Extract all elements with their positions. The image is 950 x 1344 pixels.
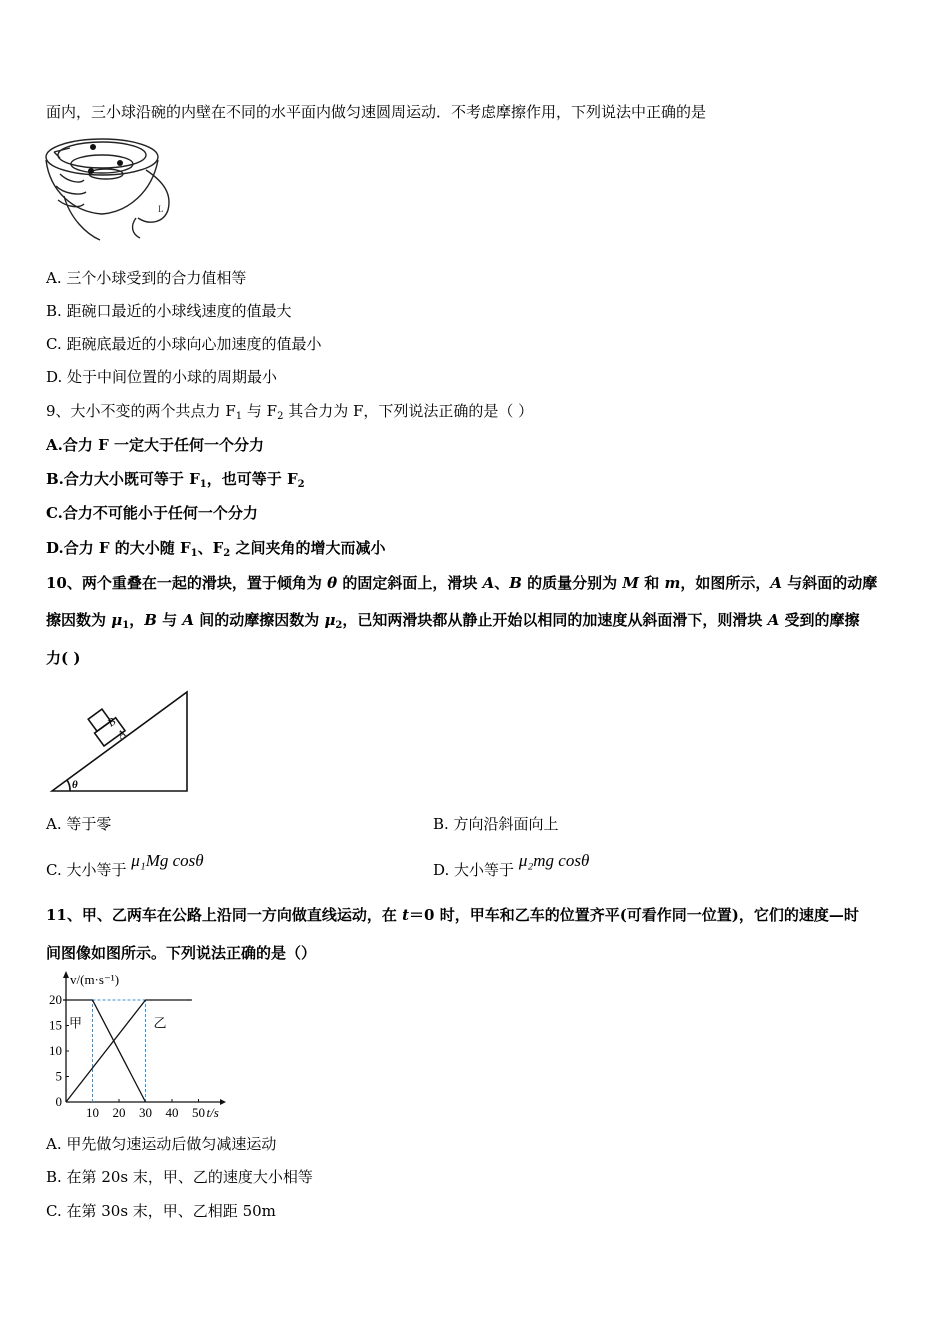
q9-option-b-sub-1: 1 (199, 479, 207, 490)
q10-text: 的质量分别为 (521, 574, 623, 592)
q8-stem: 面内，三小球沿碗的内壁在不同的水平面内做匀速圆周运动．不考虑摩擦作用，下列说法中正确的是 (46, 103, 707, 121)
q10-text: ， (129, 611, 145, 629)
svg-text:L: L (158, 204, 164, 214)
q8-option-d: D. 处于中间位置的小球的周期最小 (46, 368, 278, 386)
q10-text: 、 (494, 574, 510, 592)
y-axis-arrow (63, 971, 69, 978)
q11-text: 11、甲、乙两车在公路上沿同一方向做直线运动，在 (46, 906, 403, 924)
block-a-label: A (182, 611, 194, 629)
q9-option-d-part-c: 之间夹角的增大而减小 (230, 539, 386, 557)
q10-text: 和 (638, 574, 665, 592)
q10-text: 与斜面的动摩 (781, 574, 878, 592)
q8-option-c: C. 距碗底最近的小球向心加速度的值最小 (46, 335, 322, 353)
q9-option-d-part-a: D.合力 F 的大小随 F (46, 539, 191, 557)
q11-option-a: A. 甲先做匀速运动后做匀减速运动 (46, 1135, 277, 1153)
y-tick-label: 5 (55, 1068, 62, 1084)
q9-stem-part-b: 与 F (242, 402, 278, 420)
q10-text: 擦因数为 (46, 611, 112, 629)
fig-label-b: B (105, 715, 119, 730)
q11-option-b: B. 在第 20s 末，甲、乙的速度大小相等 (46, 1168, 313, 1186)
q10-text: 受到的摩擦 (779, 611, 860, 629)
q10-line-2 (46, 610, 860, 636)
mass-m-lower: m (664, 574, 681, 592)
q10-option-c-formula: μ₁Mg cosθ (131, 851, 204, 870)
q9-option-d-part-b: 、F (197, 539, 224, 557)
y-tick-label: 0 (55, 1094, 62, 1109)
q11-text: ＝0 时，甲车和乙车的位置齐平(可看作同一位置)，它们的速度—时 (409, 906, 859, 924)
q11-line-2: 间图像如图所示。下列说法正确的是（） (46, 944, 317, 962)
mu-symbol: μ (324, 611, 336, 629)
q9-stem (46, 401, 533, 427)
x-tick-label: 50 (192, 1105, 205, 1120)
q10-option-d-formula: μ₂mg cosθ (518, 851, 590, 870)
mu-sub-1: 1 (122, 620, 130, 631)
q9-stem-part-a: 9、大小不变的两个共点力 F (46, 402, 236, 420)
x-axis-label: t/s (206, 1105, 219, 1120)
q9-sub-1: 1 (235, 411, 243, 422)
q9-option-b-part-b: ，也可等于 F (206, 470, 298, 488)
q10-text: 与 (156, 611, 183, 629)
mu-sub-2: 2 (335, 620, 343, 631)
q9-option-b-sub-2: 2 (297, 479, 305, 490)
q10-line-3: 力( ) (46, 649, 81, 667)
q10-option-c-label: C. 大小等于 (46, 861, 127, 879)
x-tick-label: 10 (86, 1105, 99, 1120)
q10-text: 间的动摩擦因数为 (193, 611, 325, 629)
q10-option-a: A. 等于零 (46, 815, 112, 833)
theta-symbol: θ (327, 574, 338, 592)
block-b-label: B (144, 611, 157, 629)
x-axis-arrow (220, 1099, 226, 1105)
q9-stem-part-c: 其合力为 F，下列说法正确的是（ ） (283, 402, 534, 420)
q10-option-d-label: D. 大小等于 (433, 861, 515, 879)
x-tick-label: 20 (112, 1105, 126, 1120)
y-tick-label: 10 (49, 1043, 62, 1058)
q10-option-b: B. 方向沿斜面向上 (433, 815, 559, 833)
q8-option-b: B. 距碗口最近的小球线速度的值最大 (46, 302, 292, 320)
series-label-yi: 乙 (153, 1015, 167, 1031)
q10-text: 10、两个重叠在一起的滑块，置于倾角为 (46, 574, 328, 592)
block-a-label: A (767, 611, 780, 629)
mass-m-upper: M (622, 574, 639, 592)
series-line-yi (66, 1000, 185, 1102)
series-label-jia: 甲 (69, 1015, 83, 1031)
q8-option-a: A. 三个小球受到的合力值相等 (46, 269, 247, 287)
x-tick-label: 40 (165, 1105, 179, 1120)
q10-line-1 (46, 573, 877, 593)
q9-sub-2: 2 (277, 411, 284, 422)
q9-option-d-sub-2: 2 (223, 548, 231, 559)
q10-text: ，如图所示， (680, 574, 771, 592)
y-axis-label: v/(m·s⁻¹) (70, 972, 120, 987)
block-a-label: A (482, 574, 495, 592)
block-a-label: A (770, 574, 782, 592)
q9-option-a: A.合力 F 一定大于任何一个分力 (46, 436, 264, 454)
q9-option-b-part-a: B.合力大小既可等于 F (46, 470, 200, 488)
q9-option-d-sub-1: 1 (190, 548, 198, 559)
y-tick-label: 15 (49, 1017, 62, 1033)
q11-line-1 (46, 905, 859, 925)
q10-option-d (433, 851, 590, 880)
q11-option-c: C. 在第 30s 末，甲、乙相距 50m (46, 1202, 276, 1220)
q9-option-c: C.合力不可能小于任何一个分力 (46, 504, 258, 522)
incline-figure (48, 688, 198, 798)
velocity-time-chart (38, 968, 228, 1128)
q10-option-c (46, 851, 204, 880)
q9-option-b (46, 469, 305, 495)
q9-option-d (46, 538, 386, 564)
q10-text: 的固定斜面上，滑块 (337, 574, 483, 592)
block-b-label: B (509, 574, 522, 592)
time-symbol: t (402, 906, 410, 924)
x-tick-label: 30 (139, 1105, 152, 1120)
fig-label-a: A (115, 727, 129, 742)
y-tick-label: 20 (49, 992, 62, 1007)
mu-symbol: μ (111, 611, 123, 629)
bowl-figure (40, 130, 190, 248)
fig-label-theta: θ (72, 779, 78, 791)
q10-text: ，已知两滑块都从静止开始以相同的加速度从斜面滑下，则滑块 (342, 611, 768, 629)
